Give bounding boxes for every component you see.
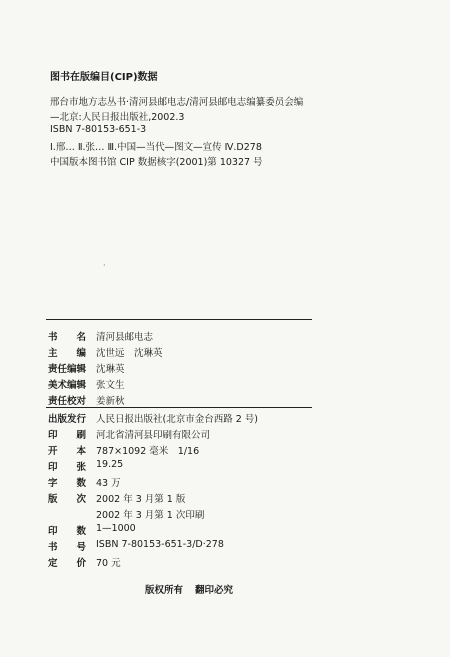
cip-line-series: 邢台市地方志丛书·清河县邮电志/清河县邮电志编纂委员会编 [50,97,304,108]
publication-value: 787×1092 毫米 1/16 [96,446,200,457]
publication-value: 43 万 [96,478,121,489]
credit-row [48,377,125,391]
publication-label: 印 数 [48,526,87,537]
publication-label: 开 本 [48,446,87,457]
credit-row [48,361,125,375]
cip-line-subjects: Ⅰ.邢… Ⅱ.张… Ⅲ.中国—当代—图文—宣传 Ⅳ.D278 [50,142,262,153]
publication-label: 版 次 [48,494,87,505]
publication-label: 出版发行 [48,414,87,425]
copyright-right: 翻印必究 [195,585,234,596]
publication-label: 印 张 [48,462,87,473]
cip-line-isbn: ISBN 7-80153-651-3 [50,124,147,135]
publication-value: 河北省清河县印刷有限公司 [96,430,211,441]
publication-value: ISBN 7-80153-651-3/D·278 [96,539,224,550]
publication-row [48,475,121,489]
scan-mark: · [103,261,106,270]
publication-value: 19.25 [96,459,124,470]
publication-row [48,491,185,505]
divider-top [46,319,312,320]
publication-value: 2002 年 3 月第 1 次印刷 [96,510,205,521]
publication-row [48,539,224,553]
credit-value: 沈世远 沈琳英 [96,348,163,359]
credit-value: 沈琳英 [96,364,125,375]
credit-row [48,329,153,343]
credit-row [48,345,163,359]
publication-label: 定 价 [48,558,87,569]
publication-label: 字 数 [48,478,87,489]
cip-line-publisher: —北京:人民日报出版社,2002.3 [50,112,185,123]
cip-title: 图书在版编目(CIP)数据 [50,72,158,83]
credit-label: 美术编辑 [48,380,87,391]
credit-row [48,393,125,407]
credit-value: 姜新秋 [96,396,125,407]
publication-value: 人民日报出版社(北京市金台西路 2 号) [96,414,258,425]
credit-label: 主 编 [48,348,87,359]
copyright-notice [145,582,233,596]
publication-row [48,427,210,441]
divider-bottom [46,407,312,408]
publication-row [48,443,199,457]
credit-label: 书 名 [48,332,87,343]
publication-value: 1—1000 [96,523,136,534]
publication-value: 2002 年 3 月第 1 版 [96,494,186,505]
credit-label: 责任校对 [48,396,87,407]
publication-row [48,555,121,569]
publication-label: 印 刷 [48,430,87,441]
cip-line-record: 中国版本图书馆 CIP 数据核字(2001)第 10327 号 [50,157,263,168]
publication-row [48,507,204,521]
credit-value: 张文生 [96,380,125,391]
credit-value: 清河县邮电志 [96,332,154,343]
publication-label [48,507,92,521]
publication-value: 70 元 [96,558,121,569]
publication-row [48,411,258,425]
copyright-left: 版权所有 [145,585,184,596]
publication-row [48,523,136,537]
publication-label: 书 号 [48,542,87,553]
publication-row [48,459,123,473]
credit-label: 责任编辑 [48,364,87,375]
